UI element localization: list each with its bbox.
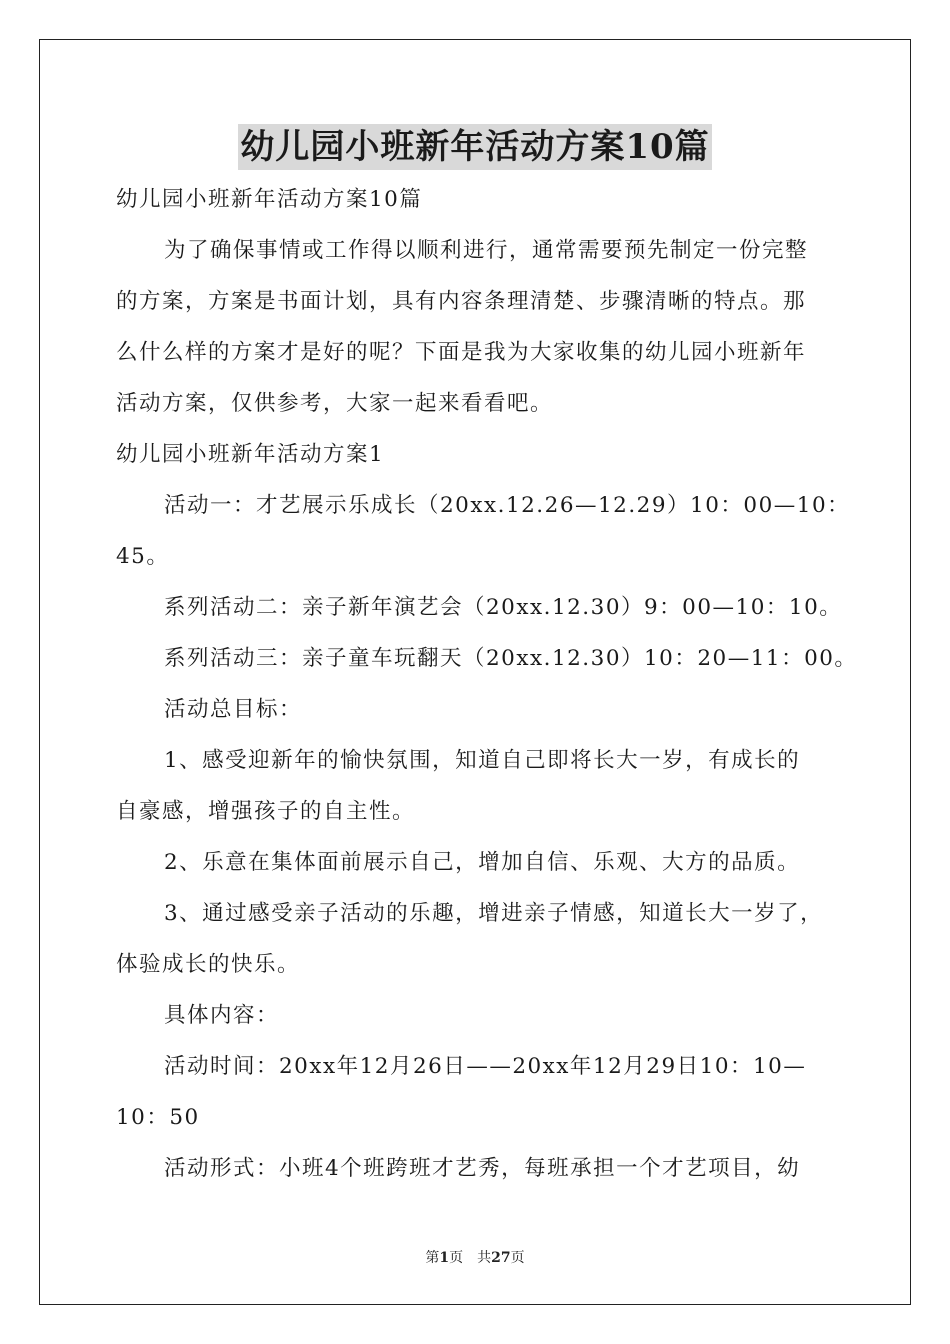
page-footer — [0, 1247, 950, 1267]
text-line: 具体内容： — [164, 1003, 280, 1028]
footer-suffix: 页 — [510, 1250, 525, 1266]
text-line: 活动一：才艺展示乐成长（20xx.12.26—12.29）10：00—10： — [164, 493, 851, 518]
document-body — [116, 174, 858, 1194]
footer-prefix: 第 — [425, 1250, 440, 1266]
text-line: 体验成长的快乐。 — [116, 952, 301, 977]
text-line: 么什么样的方案才是好的呢？下面是我为大家收集的幼儿园小班新年 — [116, 340, 807, 365]
text-line: 系列活动三：亲子童车玩翻天（20xx.12.30）10：20—11：00。 — [164, 646, 858, 671]
text-line: 自豪感，增强孩子的自主性。 — [116, 799, 416, 824]
document-title: 幼儿园小班新年活动方案10篇 — [238, 124, 711, 170]
title-container — [0, 124, 950, 170]
text-line: 活动形式：小班4个班跨班才艺秀，每班承担一个才艺项目，幼 — [164, 1156, 801, 1181]
text-line: 2、乐意在集体面前展示自己，增加自信、乐观、大方的品质。 — [164, 850, 801, 875]
footer-current-page: 1 — [439, 1250, 450, 1266]
text-line: 活动时间：20xx年12月26日——20xx年12月29日10：10— — [164, 1054, 807, 1079]
text-line: 45。 — [116, 544, 170, 569]
text-line: 3、通过感受亲子活动的乐趣，增进亲子情感，知道长大一岁了， — [164, 901, 824, 926]
text-line: 的方案，方案是书面计划，具有内容条理清楚、步骤清晰的特点。那 — [116, 289, 807, 314]
text-line: 活动方案，仅供参考，大家一起来看看吧。 — [116, 391, 554, 416]
text-line: 幼儿园小班新年活动方案1 — [116, 442, 385, 467]
text-line: 为了确保事情或工作得以顺利进行，通常需要预先制定一份完整 — [164, 238, 809, 263]
text-line: 10：50 — [116, 1105, 200, 1130]
text-line: 1、感受迎新年的愉快氛围，知道自己即将长大一岁，有成长的 — [164, 748, 801, 773]
text-line: 活动总目标： — [164, 697, 303, 722]
footer-mid: 页 共 — [449, 1250, 492, 1266]
footer-total-pages: 27 — [491, 1250, 511, 1266]
text-line: 幼儿园小班新年活动方案10篇 — [116, 187, 423, 212]
text-line: 系列活动二：亲子新年演艺会（20xx.12.30）9：00—10：10。 — [164, 595, 843, 620]
